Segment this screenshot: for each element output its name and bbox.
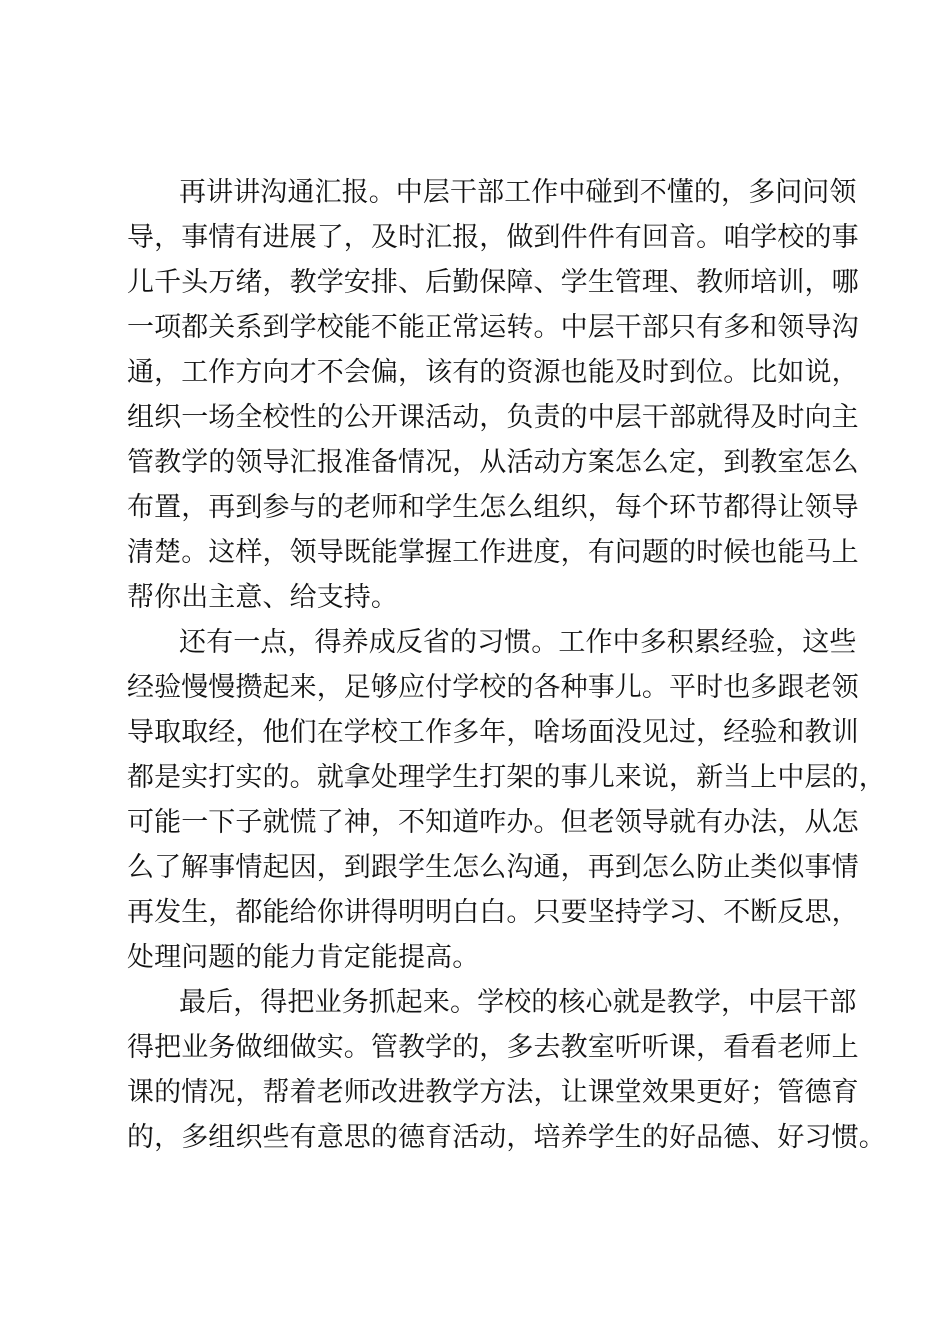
- document-body: [127, 170, 886, 1160]
- paragraph-communication-report: [127, 170, 859, 620]
- text-line: 组织一场全校性的公开课活动，负责的中层干部就得及时向主: [127, 402, 859, 433]
- paragraph-self-reflection: [127, 620, 886, 980]
- text-line: 得把业务做细做实。管教学的，多去教室听听课，看看老师上: [127, 1032, 859, 1063]
- text-line: 再讲讲沟通汇报。中层干部工作中碰到不懂的，多问问领: [179, 177, 857, 208]
- text-line: 布置，再到参与的老师和学生怎么组织，每个环节都得让领导: [127, 492, 859, 523]
- text-line: 管教学的领导汇报准备情况，从活动方案怎么定，到教室怎么: [127, 447, 859, 478]
- text-line: 可能一下子就慌了神，不知道咋办。但老领导就有办法，从怎: [127, 807, 859, 838]
- text-line: 课的情况，帮着老师改进教学方法，让课堂效果更好；管德育: [127, 1077, 859, 1108]
- text-line: 清楚。这样，领导既能掌握工作进度，有问题的时候也能马上: [127, 537, 859, 568]
- text-line: 的，多组织些有意思的德育活动，培养学生的好品德、好习惯。: [127, 1122, 886, 1153]
- text-line: 处理问题的能力肯定能提高。: [127, 942, 480, 973]
- text-line: 导，事情有进展了，及时汇报，做到件件有回音。咱学校的事: [127, 222, 859, 253]
- text-line: 最后，得把业务抓起来。学校的核心就是教学，中层干部: [179, 987, 857, 1018]
- text-line: 帮你出主意、给支持。: [127, 582, 398, 613]
- text-line: 还有一点，得养成反省的习惯。工作中多积累经验，这些: [179, 627, 857, 658]
- text-line: 导取取经，他们在学校工作多年，啥场面没见过，经验和教训: [127, 717, 859, 748]
- text-line: 一项都关系到学校能不能正常运转。中层干部只有多和领导沟: [127, 312, 859, 343]
- text-line: 都是实打实的。就拿处理学生打架的事儿来说，新当上中层的，: [127, 762, 886, 793]
- text-line: 再发生，都能给你讲得明明白白。只要坚持学习、不断反思，: [127, 897, 859, 928]
- text-line: 经验慢慢攒起来，足够应付学校的各种事儿。平时也多跟老领: [127, 672, 859, 703]
- text-line: 么了解事情起因，到跟学生怎么沟通，再到怎么防止类似事情: [127, 852, 859, 883]
- text-line: 儿千头万绪，教学安排、后勤保障、学生管理、教师培训，哪: [127, 267, 859, 298]
- paragraph-business-focus: [127, 980, 886, 1160]
- text-line: 通，工作方向才不会偏，该有的资源也能及时到位。比如说，: [127, 357, 859, 388]
